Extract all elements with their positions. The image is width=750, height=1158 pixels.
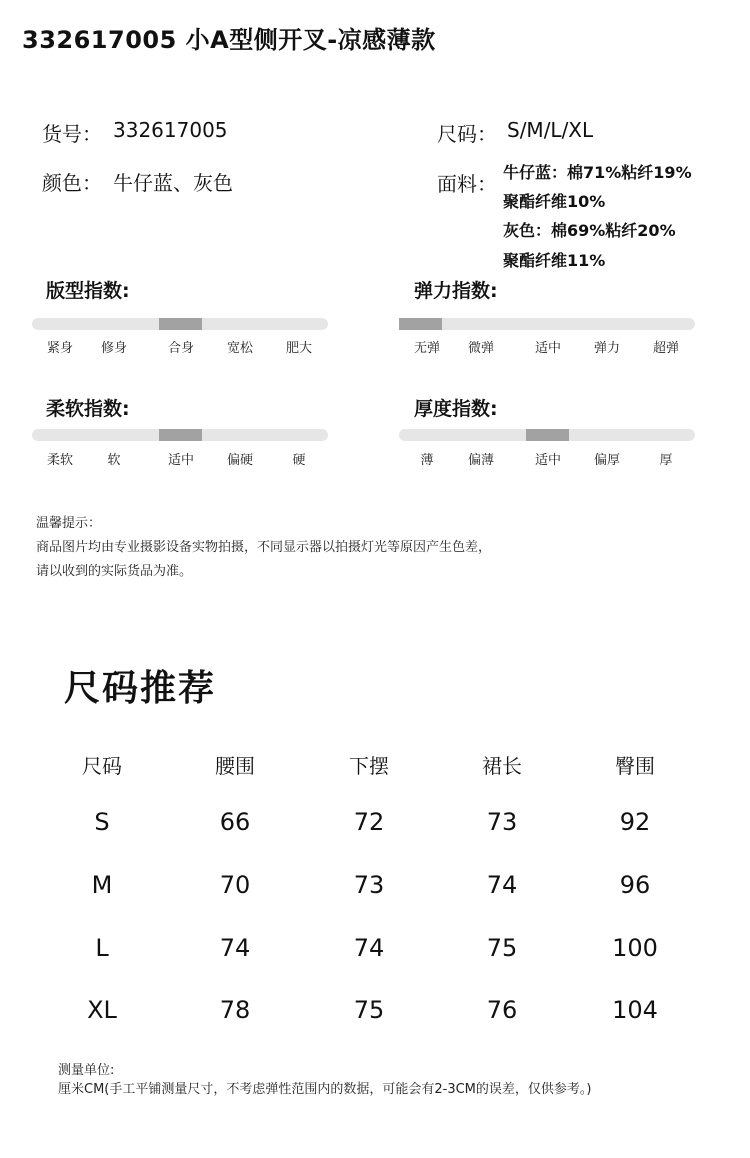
size-table-cell: 100: [612, 934, 658, 962]
scale-track: [32, 429, 328, 441]
scale-title: 弹力指数:: [414, 280, 498, 302]
notice-line: 商品图片均由专业摄影设备实物拍摄，不同显示器以拍摄灯光等原因产生色差，: [36, 540, 492, 555]
scale-tick-label: 无弹: [413, 341, 441, 356]
item-number-label: 货号：: [42, 122, 102, 146]
size-table-cell: 74: [486, 871, 518, 899]
notice-block: [36, 512, 491, 584]
size-table-cell: 72: [353, 808, 385, 836]
size-table-cell: L: [95, 934, 109, 962]
size-table-cell: 74: [353, 934, 385, 962]
size-table-cell: 96: [619, 871, 651, 899]
scale-indicator: [159, 318, 202, 330]
size-table-cell: 70: [219, 871, 251, 899]
size-table-cell: 76: [486, 996, 518, 1024]
scale-tick-label: 弹力: [593, 341, 621, 356]
scale-tick-label: 硬: [292, 453, 306, 468]
scale-track: [32, 318, 328, 330]
size-values: S/M/L/XL: [507, 118, 594, 142]
fabric-line: 灰色：棉69%粘纤20%: [503, 221, 676, 240]
notice-title: 温馨提示：: [36, 516, 102, 531]
scale-indicator: [399, 318, 442, 330]
scale-tick-label: 适中: [534, 453, 562, 468]
scale-track: [399, 318, 695, 330]
scale-tick-label: 偏硬: [226, 453, 254, 468]
fabric-label: 面料：: [437, 172, 497, 196]
scale-tick-label: 宽松: [226, 341, 254, 356]
scale-tick-label: 适中: [167, 453, 195, 468]
size-table-header: 尺码: [82, 754, 122, 778]
color-label: 颜色：: [42, 171, 102, 195]
size-table-cell: 66: [219, 808, 251, 836]
scale-tick-label: 薄: [420, 453, 434, 468]
scale-track: [399, 429, 695, 441]
scale-indicator: [159, 429, 202, 441]
scale-tick-label: 肥大: [285, 341, 313, 356]
fabric-line: 牛仔蓝：棉71%粘纤19%: [503, 163, 692, 182]
scale-tick-label: 偏薄: [467, 453, 495, 468]
scale-tick-label: 修身: [100, 341, 128, 356]
scale-tick-label: 柔软: [46, 453, 74, 468]
scale-title: 版型指数:: [46, 280, 130, 302]
scale-title: 厚度指数:: [414, 398, 498, 420]
size-table-cell: 78: [219, 996, 251, 1024]
size-table-cell: 74: [219, 934, 251, 962]
scale-tick-label: 厚: [659, 453, 673, 468]
size-table-header: 臀围: [615, 754, 655, 778]
scale-tick-label: 适中: [534, 341, 562, 356]
scale-tick-label: 合身: [167, 341, 195, 356]
notice-line: 请以收到的实际货品为准。: [36, 564, 193, 579]
size-label: 尺码：: [437, 122, 497, 146]
size-table-cell: 75: [353, 996, 385, 1024]
scale-tick-label: 紧身: [46, 341, 74, 356]
scale-title: 柔软指数:: [46, 398, 130, 420]
scale-tick-label: 软: [107, 453, 121, 468]
size-table-header: 裙长: [482, 754, 522, 778]
size-table-cell: M: [91, 871, 113, 899]
scale-tick-label: 超弹: [652, 341, 680, 356]
scale-tick-label: 偏厚: [593, 453, 621, 468]
measurement-note: [58, 1061, 591, 1099]
size-table-cell: XL: [87, 996, 117, 1024]
size-table-header: 腰围: [215, 754, 255, 778]
size-table-header: 下摆: [349, 754, 389, 778]
size-table-cell: 92: [619, 808, 651, 836]
fabric-line: 聚酯纤维10%: [503, 192, 606, 211]
measurement-unit-title: 测量单位:: [58, 1063, 115, 1078]
measurement-unit-text: 厘米CM(手工平铺测量尺寸，不考虑弹性范围内的数据，可能会有2-3CM的误差，仅供参考。): [58, 1082, 592, 1097]
size-table-cell: S: [94, 808, 110, 836]
color-values: 牛仔蓝、灰色: [113, 171, 233, 195]
size-table-cell: 73: [486, 808, 518, 836]
fabric-line: 聚酯纤维11%: [503, 251, 606, 270]
scale-indicator: [526, 429, 569, 441]
size-chart-heading: 尺码推荐: [64, 668, 217, 709]
scale-tick-label: 微弹: [467, 341, 495, 356]
size-table-cell: 75: [486, 934, 518, 962]
size-table-cell: 104: [612, 996, 658, 1024]
size-table-cell: 73: [353, 871, 385, 899]
product-title: 332617005 小A型侧开叉-凉感薄款: [22, 26, 436, 54]
item-number-value: 332617005: [113, 118, 228, 142]
